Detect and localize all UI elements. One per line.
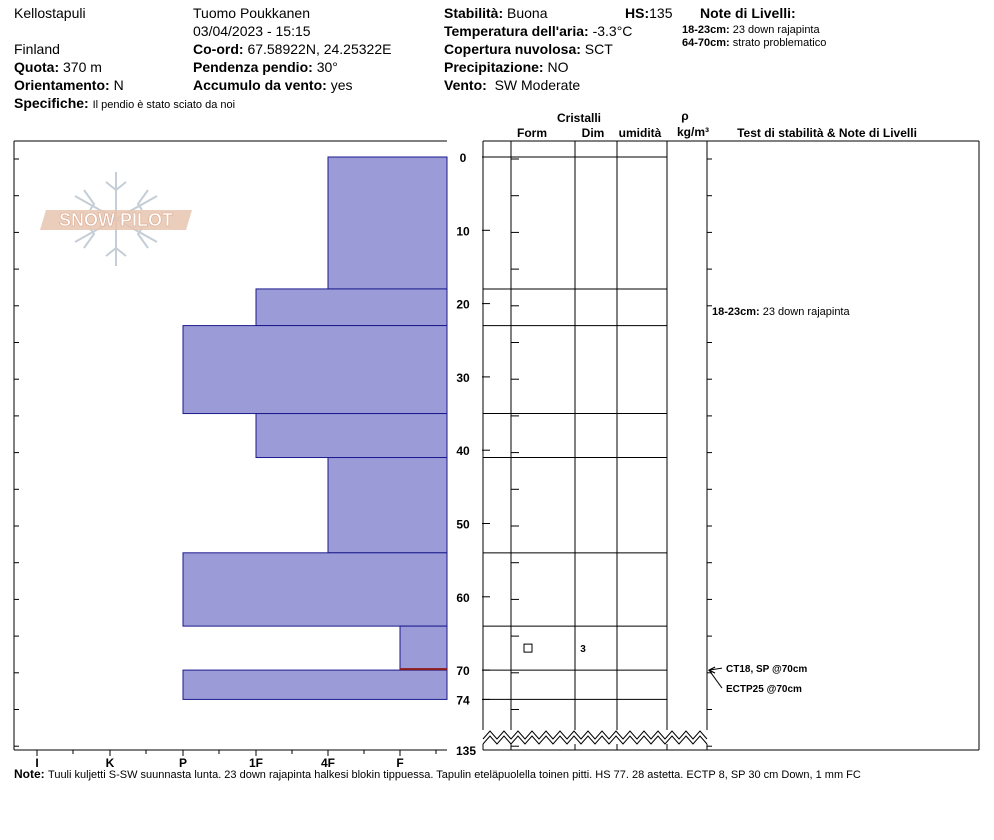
wind-load-value: yes (330, 77, 353, 93)
precip-label: Precipitazione: (444, 59, 544, 75)
stability-label: Stabilità: (444, 5, 504, 21)
crystal-dim-1: 3 (580, 644, 586, 656)
depth-label-70: 70 (456, 664, 470, 679)
layer-notes-title: Note di Livelli: (700, 5, 796, 21)
location: Kellostapuli (14, 5, 86, 21)
hardness-layer-1 (328, 157, 447, 289)
hardness-layer-3 (183, 326, 447, 414)
coord-value: 67.58922N, 24.25322E (247, 41, 392, 57)
test-pointer-2 (709, 670, 722, 688)
stability-test-1: CT18, SP @70cm (726, 664, 808, 676)
layer-note-1-range: 18-23cm: (682, 24, 730, 36)
depth-label-20: 20 (456, 297, 470, 312)
crystal-form-square-icon (524, 644, 532, 652)
hardness-label-F: F (396, 756, 404, 770)
snowpilot-logo (40, 172, 192, 266)
hardness-label-K: K (105, 756, 115, 770)
crystal-table (483, 141, 979, 750)
stability-test-2: ECTP25 @70cm (726, 684, 802, 696)
depth-break-zigzag-bottom (483, 736, 707, 744)
depth-label-40: 40 (456, 444, 470, 459)
note-label: Note: (14, 767, 45, 781)
wind-value: SW Moderate (494, 77, 581, 93)
hardness-label-4F: 4F (320, 756, 336, 770)
hardness-layer-5 (328, 458, 447, 553)
specifics-value: Il pendio è stato sciato da noi (92, 99, 236, 111)
depth-label-30: 30 (456, 370, 470, 385)
depth-label-0: 0 (459, 151, 467, 165)
stability-value: Buona (507, 5, 548, 21)
depth-label-break: 135 (455, 744, 477, 758)
cloud-label: Copertura nuvolosa: (444, 41, 581, 57)
hardness-layer-2 (256, 289, 447, 326)
hardness-label-P: P (178, 756, 188, 770)
depth-label-60: 60 (456, 590, 470, 605)
wind-load-label: Accumulo da vento: (193, 77, 327, 93)
slope-label: Pendenza pendio: (193, 59, 313, 75)
air-temp-label: Temperatura dell'aria: (444, 23, 589, 39)
aspect-value: N (113, 77, 124, 93)
coord-label: Co-ord: (193, 41, 244, 57)
depth-axis (456, 151, 490, 758)
depth-label-50: 50 (456, 517, 470, 532)
hs-label: HS: (625, 5, 650, 21)
logo-text: SNOW PILOT (59, 210, 173, 230)
tests-header: Test di stabilità & Note di Livelli (737, 126, 917, 140)
hardness-layer-8 (183, 670, 447, 699)
hs-value: 135 (649, 5, 673, 21)
hardness-layer-7 (400, 626, 447, 670)
hardness-layer-4 (256, 414, 447, 458)
moisture-header: umidità (618, 126, 662, 140)
crystals-header: Cristalli (556, 111, 602, 125)
elevation-label: Quota: (14, 59, 60, 75)
hardness-label-1F: 1F (248, 756, 264, 770)
form-header: Form (517, 126, 547, 140)
country: Finland (14, 41, 60, 57)
dim-header: Dim (581, 126, 605, 140)
elevation-value: 370 m (63, 59, 102, 75)
density-unit: kg/m³ (676, 125, 710, 139)
air-temp-value: -3.3°C (592, 23, 633, 39)
precip-value: NO (547, 59, 569, 75)
note (14, 766, 984, 783)
note-text: Tuuli kuljetti S-SW suunnasta lunta. 23 down rajapinta halkesi blokin tippuessa. Tapulin eteläpuolella toinen pitti. HS 77. 28 astetta. ECTP 8, SP 30 cm Down, 1 mm FC (48, 769, 861, 781)
hardness-layer-6 (183, 553, 447, 626)
specifics-label: Specifiche: (14, 95, 89, 111)
wind-label: Vento: (444, 77, 487, 93)
density-symbol: ρ (681, 109, 689, 123)
layer-group (183, 157, 447, 699)
slope-value: 30° (316, 59, 338, 75)
depth-label-10: 10 (456, 224, 470, 239)
layer-note-2-text: strato problematico (732, 37, 827, 49)
datetime: 03/04/2023 - 15:15 (193, 23, 311, 39)
observer: Tuomo Poukkanen (193, 5, 310, 21)
layer-note-marker-1: 18-23cm: 23 down rajapinta (712, 305, 850, 318)
depth-label-74: 74 (456, 693, 470, 708)
stability-test-notes (709, 306, 850, 695)
layer-note-2-range: 64-70cm: (682, 37, 730, 49)
hardness-label-I: I (35, 756, 39, 770)
aspect-label: Orientamento: (14, 77, 110, 93)
cloud-value: SCT (584, 41, 613, 57)
layer-note-1-text: 23 down rajapinta (732, 24, 820, 36)
